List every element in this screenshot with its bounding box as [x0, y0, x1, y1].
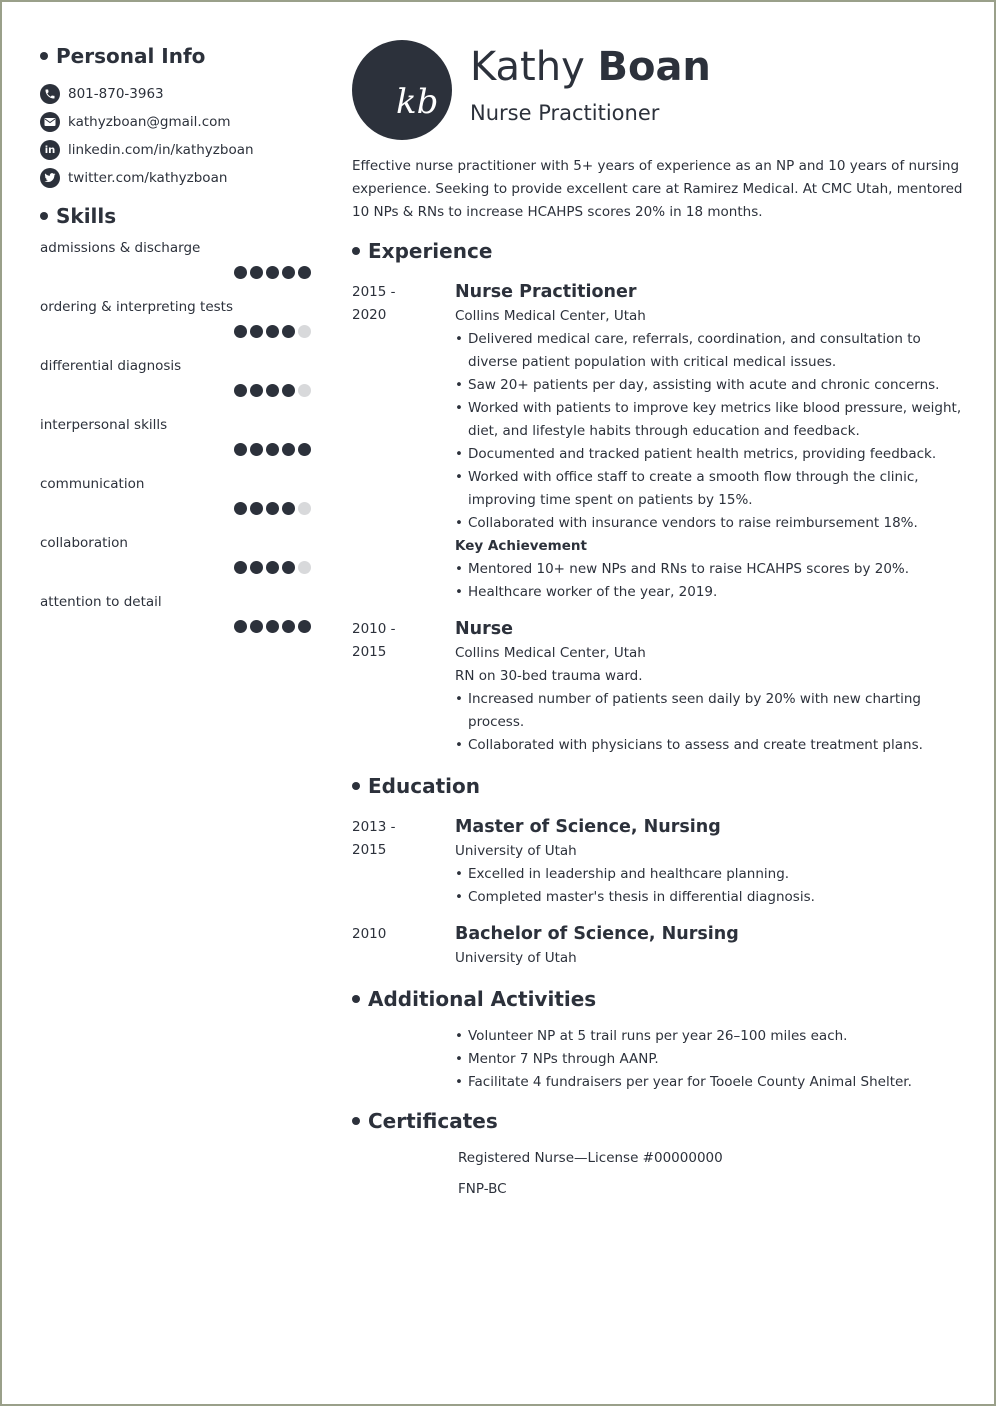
education-heading: Education — [352, 774, 480, 798]
rating-dot-filled — [266, 266, 279, 279]
rating-dot-filled — [266, 384, 279, 397]
job-1 — [455, 279, 965, 604]
skill-row — [40, 535, 315, 594]
personal-info-heading: Personal Info — [40, 44, 315, 68]
job-1-date — [352, 281, 396, 327]
skill-rating — [231, 502, 311, 515]
rating-dot-filled — [266, 561, 279, 574]
rating-dot-filled — [234, 384, 247, 397]
linkedin-text: linkedin.com/in/kathyzboan — [68, 142, 254, 158]
list-item: • Increased number of patients seen daily by 20% with new charting process. — [455, 688, 965, 734]
rating-dot-filled — [282, 443, 295, 456]
avatar — [352, 40, 452, 140]
edu-2-school: University of Utah — [455, 950, 577, 966]
skill-rating — [231, 443, 311, 456]
rating-dot-filled — [282, 561, 295, 574]
edu-1-degree: Master of Science, Nursing — [455, 817, 721, 837]
activities — [455, 1025, 965, 1094]
skill-rating — [231, 561, 311, 574]
job-2-date — [352, 618, 396, 664]
list-item: • Collaborated with physicians to assess and create treatment plans. — [455, 734, 965, 757]
skill-label: collaboration — [40, 535, 128, 551]
job-1-company: Collins Medical Center, Utah — [455, 308, 646, 324]
rating-dot-filled — [266, 443, 279, 456]
edu-1-bullets — [455, 863, 965, 909]
rating-dot-empty — [298, 502, 311, 515]
rating-dot-filled — [234, 561, 247, 574]
rating-dot-filled — [234, 620, 247, 633]
job-2-company: Collins Medical Center, Utah — [455, 645, 646, 661]
skill-label: admissions & discharge — [40, 240, 201, 256]
skill-row — [40, 240, 315, 299]
rating-dot-filled — [250, 325, 263, 338]
email-text: kathyzboan@gmail.com — [68, 114, 231, 130]
candidate-name — [470, 44, 711, 90]
job-2 — [455, 616, 965, 757]
linkedin-icon: in — [40, 140, 60, 160]
edu-1-date-start: 2013 - — [352, 819, 396, 835]
phone-icon — [40, 84, 60, 104]
job-2-bullets — [455, 688, 965, 757]
rating-dot-empty — [298, 561, 311, 574]
rating-dot-filled — [266, 620, 279, 633]
skill-row — [40, 594, 315, 653]
rating-dot-filled — [234, 325, 247, 338]
skill-label: interpersonal skills — [40, 417, 168, 433]
skills-heading: Skills — [40, 204, 315, 228]
rating-dot-filled — [250, 443, 263, 456]
job-1-date-end: 2020 — [352, 307, 387, 323]
rating-dot-filled — [298, 443, 311, 456]
rating-dot-filled — [234, 266, 247, 279]
contact-twitter[interactable] — [40, 164, 315, 192]
job-2-date-start: 2010 - — [352, 621, 396, 637]
list-item: • Worked with patients to improve key metrics like blood pressure, weight, diet, and lifestyle habits through education and feedback. — [455, 397, 965, 443]
rating-dot-filled — [250, 561, 263, 574]
edu-1-date — [352, 816, 396, 862]
edu-1-date-end: 2015 — [352, 842, 387, 858]
rating-dot-empty — [298, 384, 311, 397]
skill-row — [40, 417, 315, 476]
contact-email[interactable] — [40, 108, 315, 136]
skill-row — [40, 358, 315, 417]
rating-dot-filled — [250, 620, 263, 633]
left-column — [40, 42, 315, 653]
rating-dot-filled — [298, 266, 311, 279]
job-1-bullets — [455, 328, 965, 535]
job-2-description: RN on 30-bed trauma ward. — [455, 668, 643, 684]
activities-heading: Additional Activities — [352, 987, 596, 1011]
last-name: Boan — [597, 44, 711, 90]
skill-label: ordering & interpreting tests — [40, 299, 233, 315]
rating-dot-filled — [282, 620, 295, 633]
edu-1-school: University of Utah — [455, 843, 577, 859]
skill-label: differential diagnosis — [40, 358, 182, 374]
job-title: Nurse Practitioner — [470, 101, 660, 125]
rating-dot-filled — [234, 443, 247, 456]
job-2-title: Nurse — [455, 619, 514, 639]
list-item: • Mentored 10+ new NPs and RNs to raise HCAHPS scores by 20%. — [455, 558, 965, 581]
edu-2 — [455, 921, 965, 970]
rating-dot-filled — [282, 502, 295, 515]
list-item: • Documented and tracked patient health metrics, providing feedback. — [455, 443, 965, 466]
rating-dot-filled — [266, 325, 279, 338]
list-item: • Volunteer NP at 5 trail runs per year 26–100 miles each. — [455, 1025, 965, 1048]
experience-heading: Experience — [352, 239, 492, 263]
contact-phone[interactable] — [40, 80, 315, 108]
rating-dot-filled — [282, 266, 295, 279]
key-achievement-label: Key Achievement — [455, 538, 587, 554]
email-icon — [40, 112, 60, 132]
list-item: • Delivered medical care, referrals, coordination, and consultation to diverse patient population with critical medical issues. — [455, 328, 965, 374]
skill-rating — [231, 325, 311, 338]
skill-row — [40, 476, 315, 535]
certificate-2: FNP-BC — [458, 1181, 507, 1197]
list-item: • Mentor 7 NPs through AANP. — [455, 1048, 965, 1071]
rating-dot-filled — [250, 266, 263, 279]
certificates-heading: Certificates — [352, 1109, 498, 1133]
skill-rating — [231, 620, 311, 633]
first-name: Kathy — [470, 44, 585, 90]
phone-text: 801-870-3963 — [68, 86, 164, 102]
avatar-initials: kb — [396, 82, 439, 122]
summary: Effective nurse practitioner with 5+ years of experience as an NP and 10 years of nursing experience. Seeking to provide excellent care at Ramirez Medical. At CMC Utah, mentored 10 NPs & RNs to increase HCAHPS scores 20% in 18 months. — [352, 158, 963, 220]
job-1-title: Nurse Practitioner — [455, 282, 637, 302]
edu-2-degree: Bachelor of Science, Nursing — [455, 924, 739, 944]
skill-rating — [231, 384, 311, 397]
twitter-icon — [40, 168, 60, 188]
skill-row — [40, 299, 315, 358]
rating-dot-filled — [298, 620, 311, 633]
skill-label: communication — [40, 476, 145, 492]
rating-dot-filled — [266, 502, 279, 515]
rating-dot-empty — [298, 325, 311, 338]
rating-dot-filled — [250, 384, 263, 397]
job-1-achievements — [455, 558, 965, 604]
list-item: • Excelled in leadership and healthcare planning. — [455, 863, 965, 886]
activities-bullets — [455, 1025, 965, 1094]
contact-linkedin[interactable] — [40, 136, 315, 164]
list-item: • Saw 20+ patients per day, assisting with acute and chronic concerns. — [455, 374, 965, 397]
rating-dot-filled — [282, 325, 295, 338]
list-item: • Facilitate 4 fundraisers per year for Tooele County Animal Shelter. — [455, 1071, 965, 1094]
twitter-text: twitter.com/kathyzboan — [68, 170, 228, 186]
skill-rating — [231, 266, 311, 279]
job-1-date-start: 2015 - — [352, 284, 396, 300]
edu-1 — [455, 814, 965, 909]
rating-dot-filled — [250, 502, 263, 515]
edu-2-date: 2010 — [352, 926, 387, 942]
list-item: • Worked with office staff to create a smooth flow through the clinic, improving time spent on patients by 15%. — [455, 466, 965, 512]
list-item: • Completed master's thesis in differential diagnosis. — [455, 886, 965, 909]
list-item: • Healthcare worker of the year, 2019. — [455, 581, 965, 604]
rating-dot-filled — [234, 502, 247, 515]
skill-label: attention to detail — [40, 594, 162, 610]
certificate-1: Registered Nurse—License #00000000 — [458, 1150, 723, 1166]
job-2-date-end: 2015 — [352, 644, 387, 660]
skills-list — [40, 240, 315, 653]
list-item: • Collaborated with insurance vendors to raise reimbursement 18%. — [455, 512, 965, 535]
rating-dot-filled — [282, 384, 295, 397]
